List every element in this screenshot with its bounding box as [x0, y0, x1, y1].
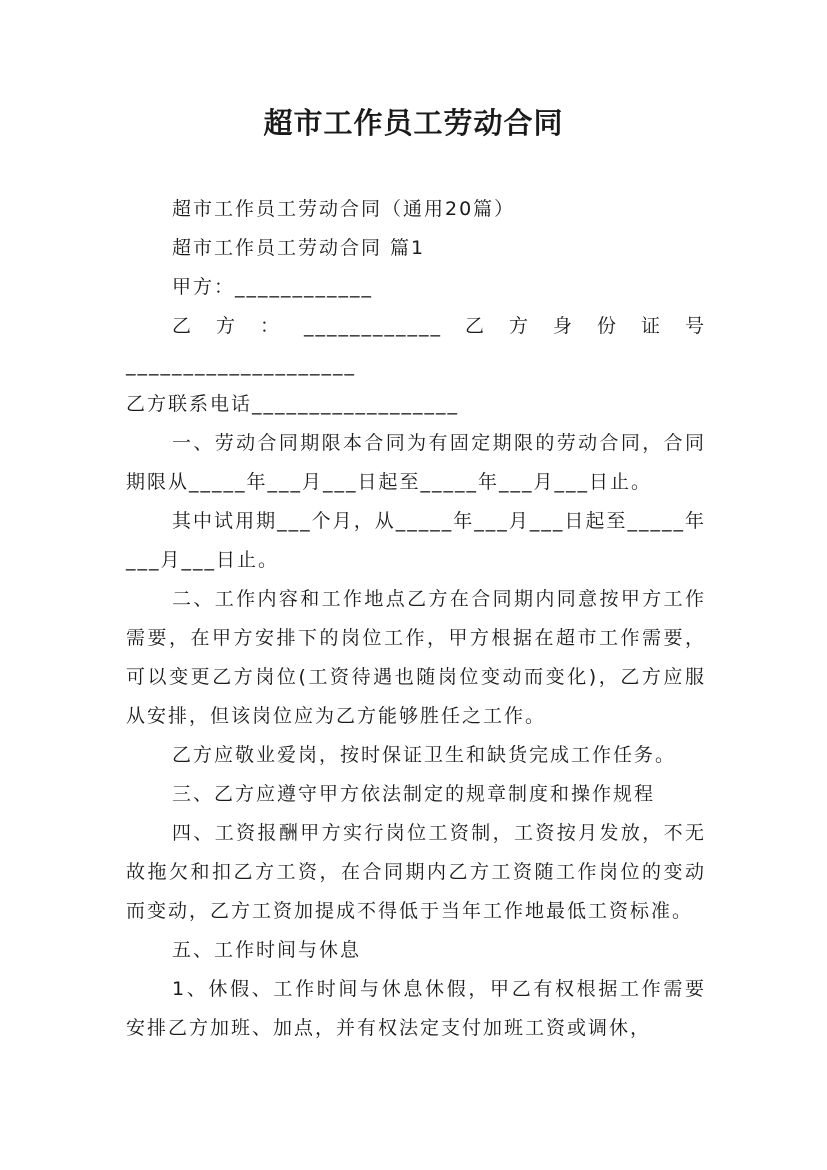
document-body	[126, 190, 706, 1048]
document-title: 超市工作员工劳动合同	[263, 106, 564, 140]
paragraph: 一、劳动合同期限本合同为有固定期限的劳动合同，合同期限从_____年___月___日起至_____年___月___日止。	[126, 432, 706, 493]
paragraph: 1、休假、工作时间与休息休假，甲乙有权根据工作需要安排乙方加班、加点，并有权法定支付加班工资或调休，	[126, 978, 706, 1039]
paragraph: 二、工作内容和工作地点乙方在合同期内同意按甲方工作需要，在甲方安排下的岗位工作，甲方根据在超市工作需要，可以变更乙方岗位(工资待遇也随岗位变动而变化)，乙方应服从安排，但该岗位应为乙方能够胜任之工作。	[126, 588, 706, 727]
paragraph: 五、工作时间与休息	[172, 939, 362, 961]
paragraph: 其中试用期___个月，从_____年___月___日起至_____年___月___日止。	[126, 510, 706, 571]
paragraph: 乙方应敬业爱岗，按时保证卫生和缺货完成工作任务。	[172, 744, 677, 766]
paragraph: 超市工作员工劳动合同（通用20篇）	[172, 198, 516, 220]
paragraph: 甲方：____________	[172, 276, 374, 298]
paragraph: 三、乙方应遵守甲方依法制定的规章制度和操作规程	[172, 783, 656, 805]
paragraph: 乙方：____________乙方身份证号____________________	[126, 315, 706, 376]
paragraph: 四、工资报酬甲方实行岗位工资制，工资按月发放，不无故拖欠和扣乙方工资，在合同期内乙方工资随工作岗位的变动而变动，乙方工资加提成不得低于当年工作地最低工资标准。	[126, 822, 706, 922]
paragraph: 超市工作员工劳动合同 篇1	[172, 237, 426, 259]
paragraph: 乙方联系电话__________________	[126, 393, 460, 415]
